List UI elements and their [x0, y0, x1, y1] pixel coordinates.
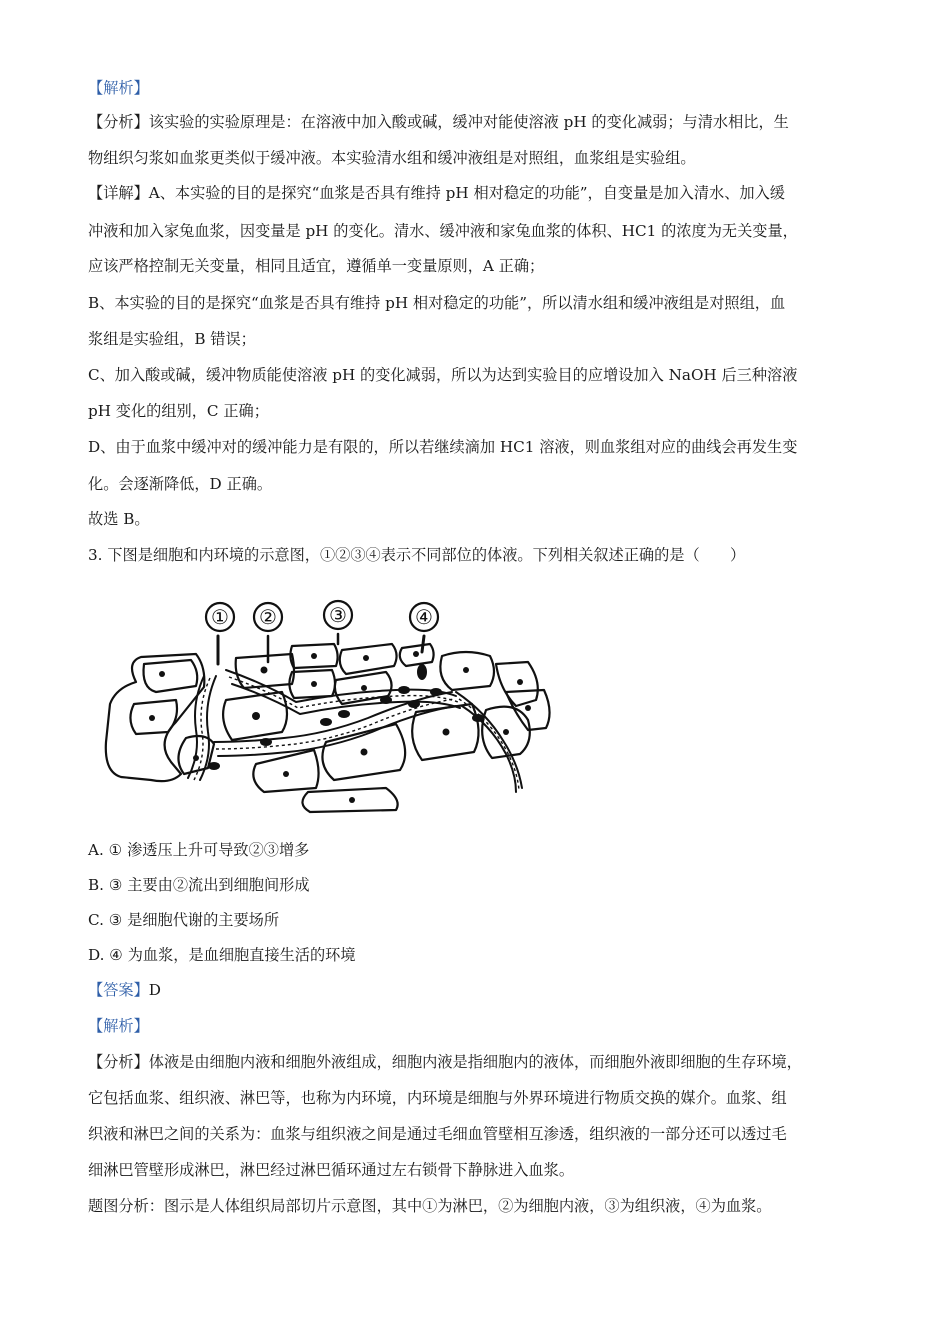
detail-c-line: pH 变化的组别，C 正确；	[88, 402, 269, 420]
detail-b-line: 浆组是实验组，B 错误；	[88, 330, 256, 348]
analysis-paragraph-line: 物组织匀浆如血浆更类似于缓冲液。本实验清水组和缓冲液组是对照组，血浆组是实验组。	[88, 149, 696, 167]
option-d: D. ④ 为血浆，是血细胞直接生活的环境	[88, 946, 356, 964]
answer-line	[88, 980, 864, 1000]
answer-tag: 【答案】	[88, 981, 149, 999]
analysis-heading-2: 【解析】	[88, 1017, 149, 1035]
answer-value: D	[148, 981, 161, 999]
detail-d-line: 化。会逐渐降低，D 正确。	[88, 475, 273, 493]
option-c: C. ③ 是细胞代谢的主要场所	[88, 911, 280, 929]
analysis2-line: 织液和淋巴之间的关系为：血浆与组织液之间是通过毛细血管壁相互渗透，组织液的一部分还可以透过毛	[88, 1125, 787, 1143]
detail-paragraph-line: 【详解】A、本实验的目的是探究“血浆是否具有维持 pH 相对稳定的功能”，自变量是加入清水、加入缓	[88, 184, 785, 202]
analysis2-text: 体液是由细胞内液和细胞外液组成，细胞内液是指细胞内的液体，而细胞外液即细胞的生存环境，	[148, 1053, 802, 1071]
analysis2-line: 它包括血浆、组织液、淋巴等，也称为内环境，内环境是细胞与外界环境进行物质交换的媒介。血浆、组	[88, 1089, 787, 1107]
option-b: B. ③ 主要由②流出到细胞间形成	[88, 876, 310, 894]
analysis-paragraph-line	[88, 112, 864, 132]
question-stem: 3. 下图是细胞和内环境的示意图，①②③④表示不同部位的体液。下列相关叙述正确的是（ ）	[88, 546, 746, 564]
detail-paragraph-line: 冲液和加入家兔血浆，因变量是 pH 的变化。清水、缓冲液和家兔血浆的体积、HC1 的浓度为无关变量，	[88, 222, 798, 240]
analysis-heading: 【解析】	[88, 79, 149, 97]
conclusion-line: 故选 B。	[88, 510, 150, 528]
figure-analysis-line: 题图分析：图示是人体组织局部切片示意图，其中①为淋巴，②为细胞内液，③为组织液，④为血浆。	[88, 1197, 772, 1215]
detail-paragraph-line: 应该严格控制无关变量，相同且适宜，遵循单一变量原则，A 正确；	[88, 257, 545, 275]
detail-d-line: D、由于血浆中缓冲对的缓冲能力是有限的，所以若继续滴加 HC1 溶液，则血浆组对应的曲线会再发生变	[88, 438, 798, 456]
figure-label-1: ①	[211, 605, 229, 629]
analysis2-line: 细淋巴管壁形成淋巴，淋巴经过淋巴循环通过左右锁骨下静脉进入血浆。	[88, 1161, 574, 1179]
option-a: A. ① 渗透压上升可导致②③增多	[88, 841, 310, 859]
detail-b-line: B、本实验的目的是探究“血浆是否具有维持 pH 相对稳定的功能”，所以清水组和缓冲液组是对照组，血	[88, 294, 786, 312]
analysis2-line	[88, 1052, 864, 1072]
analysis-tag: 【分析】	[88, 113, 149, 131]
cell-environment-diagram	[96, 592, 556, 814]
analysis-text: 该实验的实验原理是：在溶液中加入酸或碱，缓冲对能使溶液 pH 的变化减弱；与清水相比，生	[148, 113, 789, 131]
figure-label-3: ③	[329, 603, 347, 627]
detail-c-line: C、加入酸或碱，缓冲物质能使溶液 pH 的变化减弱，所以为达到实验目的应增设加入 NaOH 后三种溶液	[88, 366, 798, 384]
analysis2-tag: 【分析】	[88, 1053, 149, 1071]
figure-label-4: ④	[415, 605, 433, 629]
figure-label-2: ②	[259, 605, 277, 629]
